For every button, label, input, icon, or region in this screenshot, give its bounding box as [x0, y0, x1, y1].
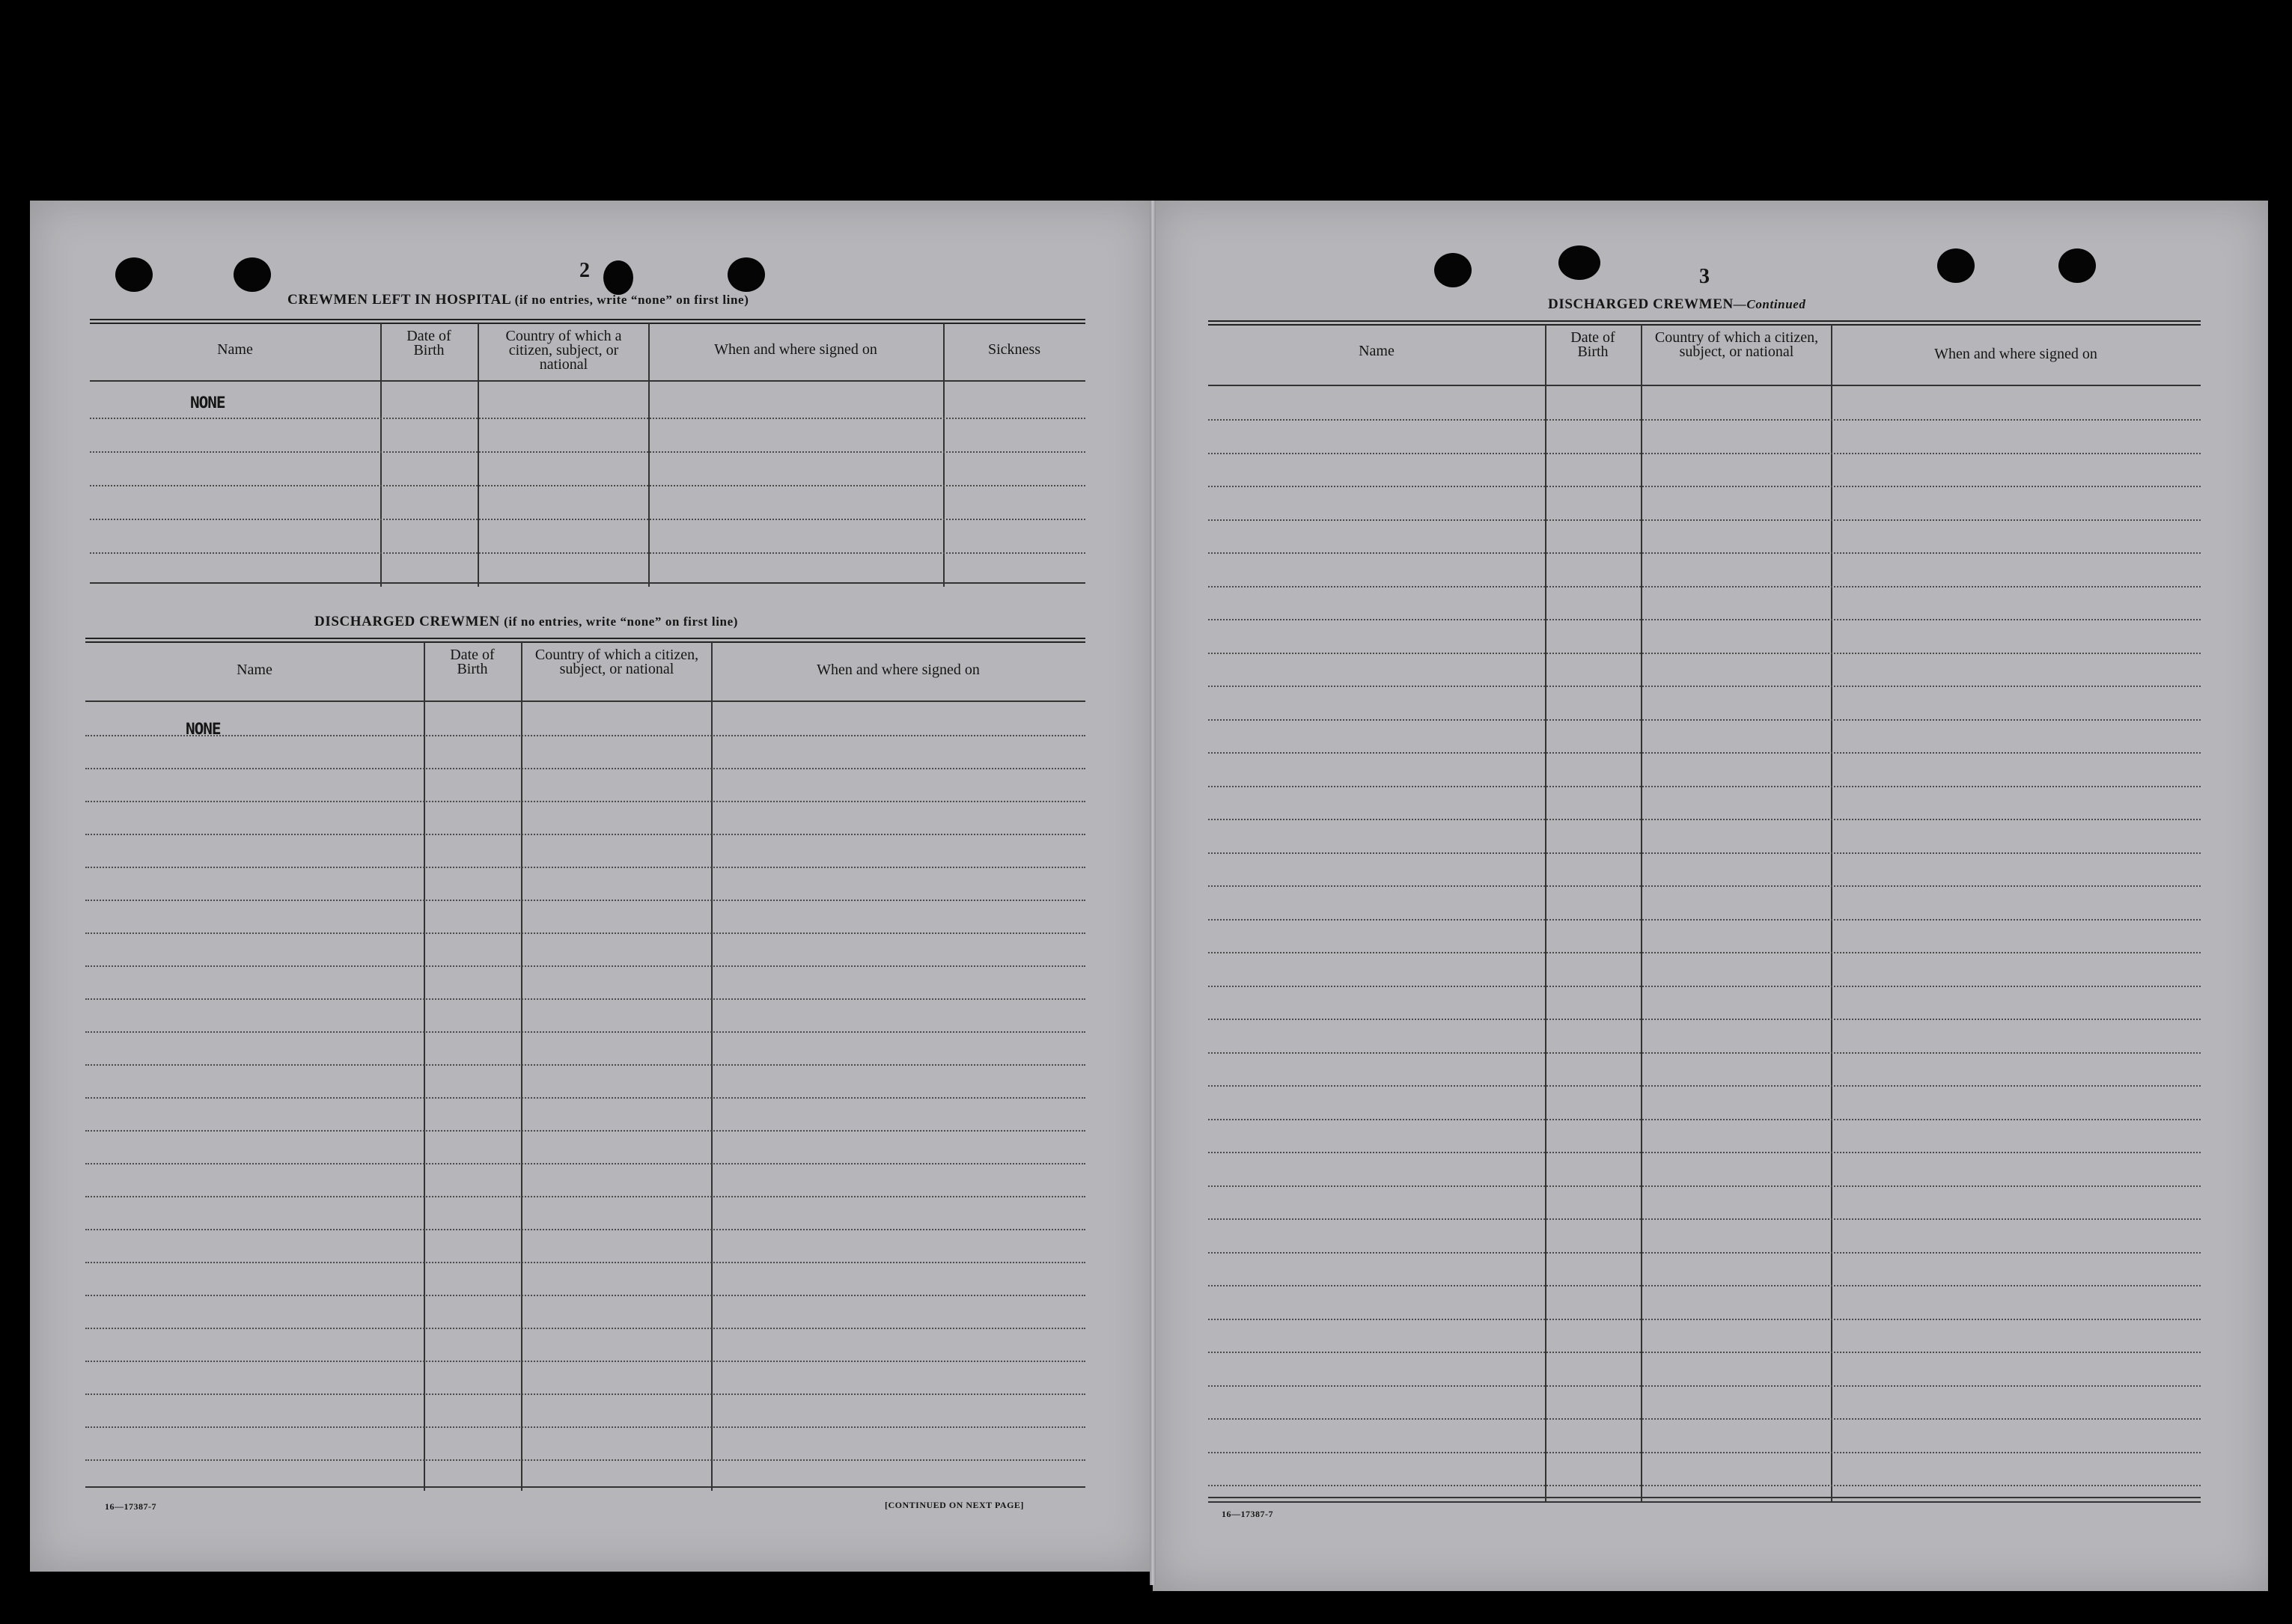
ruled-line	[85, 1262, 1085, 1263]
punch-hole	[603, 260, 633, 295]
ruled-line	[1208, 519, 2201, 521]
continued-title-text: DISCHARGED CREWMEN	[1548, 296, 1734, 312]
punch-hole	[1937, 248, 1975, 283]
hospital-instruction: (if no entries, write “none” on first line)	[514, 293, 749, 307]
ruled-line	[1208, 486, 2201, 487]
ruled-line	[85, 1361, 1085, 1362]
punch-hole	[2058, 248, 2096, 283]
hospital-title-text: CREWMEN LEFT IN HOSPITAL	[287, 292, 511, 308]
ruled-line	[1208, 752, 2201, 754]
punch-hole	[1558, 245, 1600, 280]
hospital-section-title	[287, 292, 749, 308]
punch-hole	[1434, 253, 1472, 287]
ruled-line	[90, 552, 1085, 554]
ruled-line	[1208, 1252, 2201, 1254]
ruled-line	[1208, 586, 2201, 587]
col-date-of-birth: Date of Birth	[1570, 329, 1615, 360]
col-signed-on: When and where signed on	[817, 662, 980, 678]
ruled-line	[90, 451, 1085, 453]
form-number: 16—17387-7	[105, 1501, 156, 1512]
ruled-line	[1208, 885, 2201, 887]
discharged-section-title	[314, 614, 738, 630]
ruled-line	[1208, 1285, 2201, 1286]
ruled-line	[85, 1031, 1085, 1033]
ruled-line	[1208, 1185, 2201, 1187]
col-country: Country of which a citizen, subject, or national	[534, 647, 699, 677]
col-date-of-birth: Date of Birth	[406, 328, 451, 358]
ruled-line	[1208, 453, 2201, 454]
punch-hole	[234, 257, 271, 292]
ruled-line	[1208, 919, 2201, 921]
ruled-line	[85, 998, 1085, 1000]
punch-hole	[115, 257, 153, 292]
ruled-line	[1208, 819, 2201, 820]
col-name: Name	[217, 341, 253, 358]
ruled-line	[1208, 619, 2201, 620]
continued-note: [CONTINUED ON NEXT PAGE]	[885, 1500, 1024, 1510]
ruled-line	[90, 418, 1085, 419]
ruled-line	[1208, 852, 2201, 854]
ruled-line	[85, 801, 1085, 802]
continued-suffix: —Continued	[1733, 297, 1806, 311]
col-country: Country of which a citizen, subject, or national	[505, 328, 622, 373]
ruled-line	[1208, 952, 2201, 953]
ruled-line	[1208, 1452, 2201, 1453]
ruled-line	[1208, 786, 2201, 787]
ruled-line	[1208, 1119, 2201, 1120]
ruled-line	[1208, 419, 2201, 421]
col-signed-on: When and where signed on	[1934, 346, 2097, 362]
discharged-continued-table	[1208, 320, 2201, 1503]
col-sickness: Sickness	[988, 341, 1040, 358]
page-number: 3	[1699, 265, 1710, 288]
ruled-line	[85, 1097, 1085, 1099]
ruled-line	[1208, 1385, 2201, 1387]
continued-section-title	[1548, 296, 1806, 313]
ruled-line	[90, 485, 1085, 486]
ruled-line	[1208, 719, 2201, 721]
ruled-line	[85, 1196, 1085, 1197]
discharged-entry: NONE	[186, 720, 221, 738]
ruled-line	[1208, 686, 2201, 687]
ruled-line	[85, 965, 1085, 967]
hospital-entry: NONE	[190, 394, 225, 412]
ruled-line	[85, 1295, 1085, 1296]
ruled-line	[1208, 1085, 2201, 1087]
ruled-line	[1208, 1352, 2201, 1353]
ruled-line	[1208, 1218, 2201, 1220]
ruled-line	[85, 768, 1085, 769]
hospital-table	[90, 319, 1085, 588]
ruled-line	[85, 1229, 1085, 1230]
ruled-line	[90, 519, 1085, 520]
page-number: 2	[579, 259, 590, 282]
ruled-line	[85, 1064, 1085, 1066]
ruled-line	[1208, 986, 2201, 987]
ruled-line	[1208, 1485, 2201, 1486]
col-date-of-birth: Date of Birth	[450, 647, 495, 677]
ruled-line	[1208, 1319, 2201, 1320]
ruled-line	[85, 1393, 1085, 1395]
ruled-line	[85, 735, 1085, 736]
punch-hole	[728, 257, 765, 292]
discharged-title-text: DISCHARGED CREWMEN	[314, 614, 500, 629]
ruled-line	[1208, 1418, 2201, 1420]
ruled-line	[85, 900, 1085, 901]
form-number: 16—17387-7	[1222, 1509, 1273, 1519]
ruled-line	[85, 932, 1085, 934]
page-spine	[1150, 201, 1156, 1585]
ruled-line	[85, 1459, 1085, 1461]
col-name: Name	[237, 662, 272, 678]
col-country: Country of which a citizen, subject, or national	[1654, 329, 1819, 360]
col-name: Name	[1359, 343, 1395, 359]
ruled-line	[85, 1163, 1085, 1164]
ruled-line	[1208, 552, 2201, 554]
col-signed-on: When and where signed on	[714, 341, 877, 358]
ruled-line	[85, 1426, 1085, 1428]
discharged-table	[85, 638, 1085, 1491]
ruled-line	[1208, 1019, 2201, 1020]
ruled-line	[1208, 1152, 2201, 1153]
ruled-line	[85, 1328, 1085, 1329]
ruled-line	[1208, 653, 2201, 654]
ruled-line	[85, 834, 1085, 835]
ruled-line	[85, 867, 1085, 868]
ruled-line	[85, 1130, 1085, 1132]
discharged-instruction: (if no entries, write “none” on first line)	[504, 614, 739, 629]
ruled-line	[1208, 1052, 2201, 1054]
